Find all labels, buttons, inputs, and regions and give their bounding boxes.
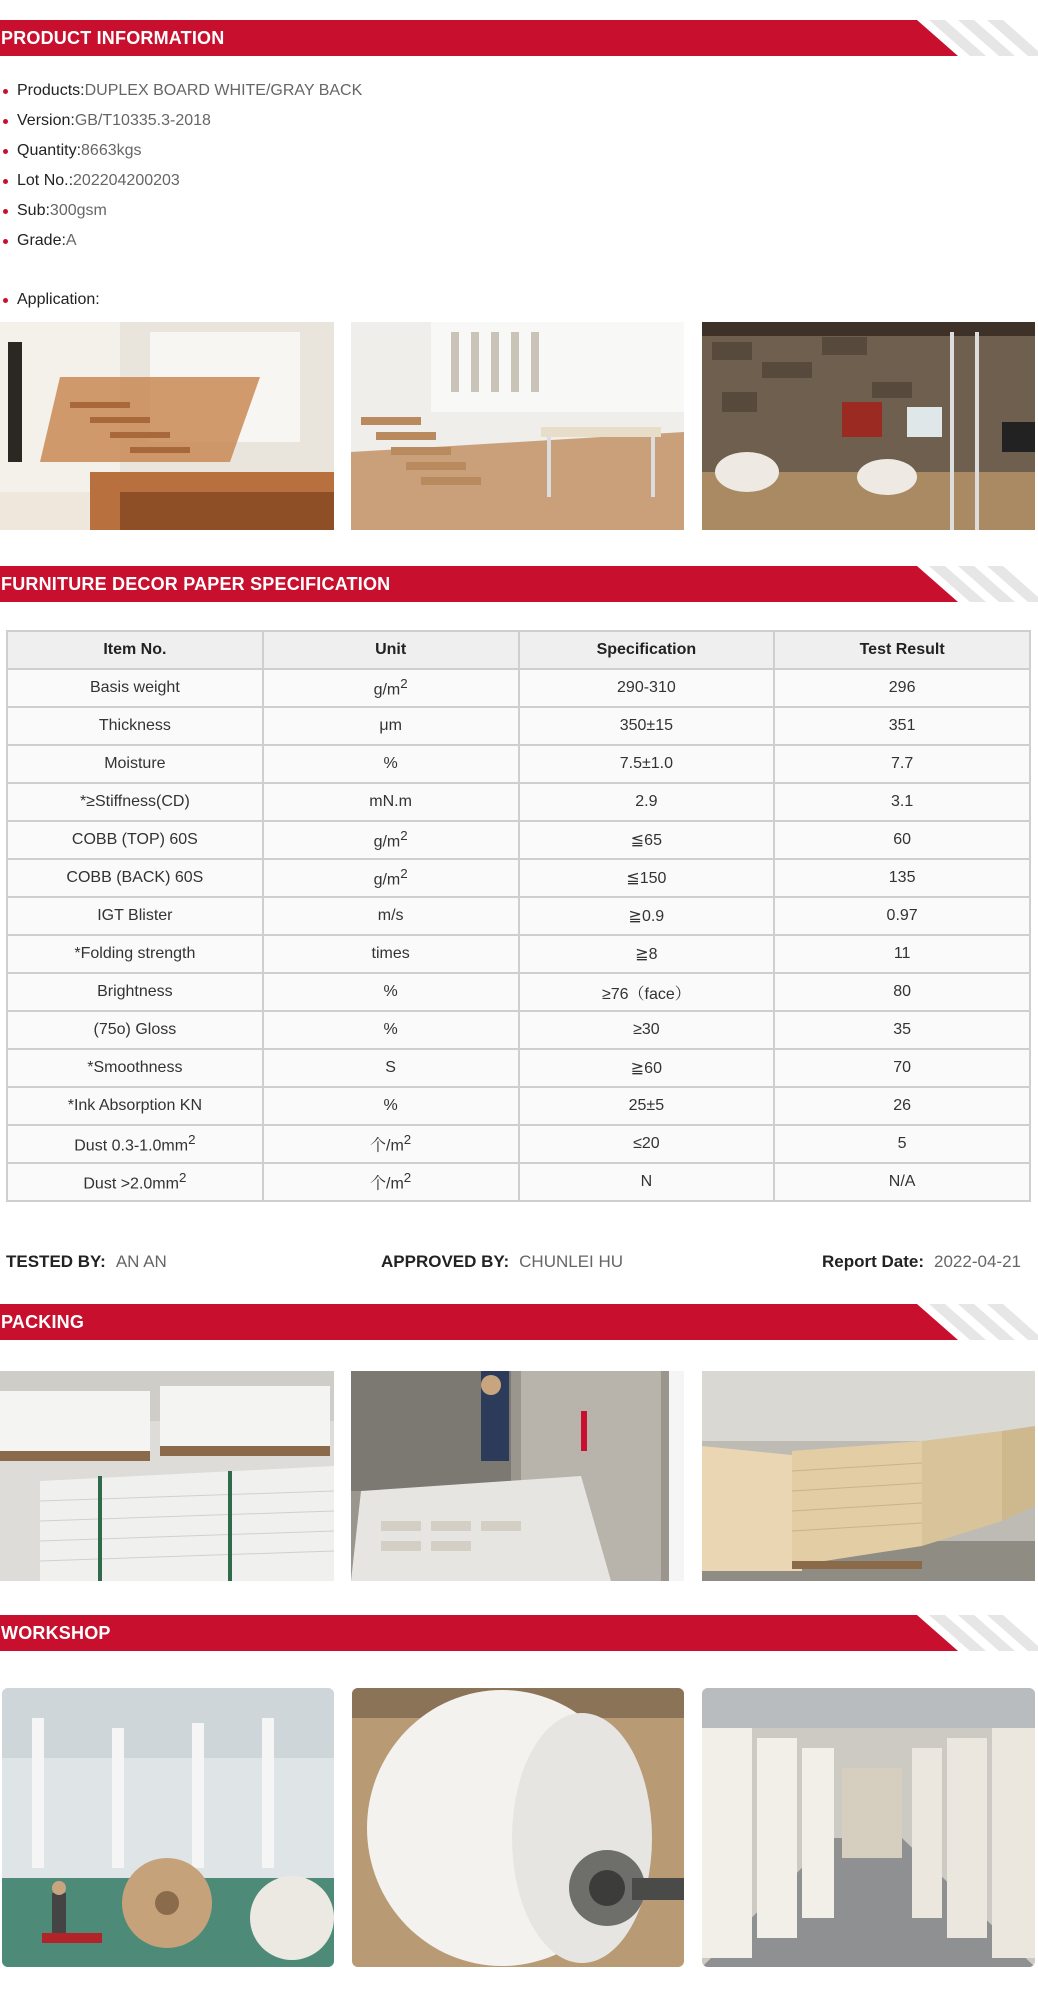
table-row: Dust $0.3-1.0mm^2$ 个$/m^2$ ≤20 5 [7, 1125, 1030, 1163]
product-info-list [0, 76, 362, 256]
column-header: Test Result [774, 631, 1030, 669]
bullet-icon [3, 119, 8, 124]
list-item: Lot No.:202204200203 [0, 166, 362, 196]
packing-photo-1 [0, 1371, 334, 1581]
banner-graphic [0, 1615, 1038, 1651]
table-row: IGT Blister m/s ≧0.9 0.97 [7, 897, 1030, 935]
bullet-icon [3, 149, 8, 154]
table-row: Basis weight $g/m^2$ 290-310 296 [7, 669, 1030, 707]
workshop-photo-2 [352, 1688, 684, 1967]
section-banner-workshop [0, 1615, 1038, 1651]
bullet-icon [3, 89, 8, 94]
application-label: Application: [0, 285, 100, 315]
section-title: PACKING [1, 1312, 85, 1332]
section-banner-packing [0, 1304, 1038, 1340]
bullet-icon [3, 179, 8, 184]
packing-photo-2 [351, 1371, 684, 1581]
application-photo-1 [0, 322, 334, 530]
workshop-photo-3 [702, 1688, 1035, 1967]
column-header: Item No. [7, 631, 263, 669]
table-row: COBB (TOP) 60S $g/m^2$ ≦65 60 [7, 821, 1030, 859]
table-header-row [7, 631, 1030, 669]
banner-graphic [0, 1304, 1038, 1340]
tested-by: TESTED BY: AN AN [6, 1252, 167, 1271]
list-item: Sub:300gsm [0, 196, 362, 226]
workshop-photo-1 [2, 1688, 334, 1967]
table-row: (75o) Gloss % ≥30 35 [7, 1011, 1030, 1049]
list-item: Version:GB/T10335.3-2018 [0, 106, 362, 136]
section-title: PRODUCT INFORMATION [1, 28, 225, 48]
application-photo-3 [702, 322, 1035, 530]
list-item: Quantity:8663kgs [0, 136, 362, 166]
packing-photo-3 [702, 1371, 1035, 1581]
table-row: *Folding strength times ≧8 11 [7, 935, 1030, 973]
table-row: Brightness % ≥76（face） 80 [7, 973, 1030, 1011]
section-title: FURNITURE DECOR PAPER SPECIFICATION [1, 574, 391, 594]
spec-table [6, 630, 1031, 1202]
application-photo-2 [351, 322, 684, 530]
table-row: Moisture % 7.5±1.0 7.7 [7, 745, 1030, 783]
table-row: Thickness μm 350±15 351 [7, 707, 1030, 745]
bullet-icon [3, 239, 8, 244]
table-row: *Ink Absorption KN % 25±5 26 [7, 1087, 1030, 1125]
section-banner-spec [0, 566, 1038, 602]
bullet-icon [3, 209, 8, 214]
table-row: Dust $>2.0mm^2$ 个$/m^2$ N N/A [7, 1163, 1030, 1201]
report-date: Report Date: 2022-04-21 [822, 1252, 1021, 1271]
column-header: Unit [263, 631, 519, 669]
table-row: *≥Stiffness(CD) mN.m 2.9 3.1 [7, 783, 1030, 821]
table-row: COBB (BACK) 60S $g/m^2$ ≦150 135 [7, 859, 1030, 897]
section-title: WORKSHOP [1, 1623, 111, 1643]
list-item: Grade:A [0, 226, 362, 256]
section-banner-product-info [0, 20, 1038, 56]
approved-by: APPROVED BY: CHUNLEI HU [381, 1252, 624, 1271]
list-item: Products:DUPLEX BOARD WHITE/GRAY BACK [0, 76, 362, 106]
table-row: *Smoothness S ≧60 70 [7, 1049, 1030, 1087]
bullet-icon [3, 298, 8, 303]
column-header: Specification [519, 631, 775, 669]
